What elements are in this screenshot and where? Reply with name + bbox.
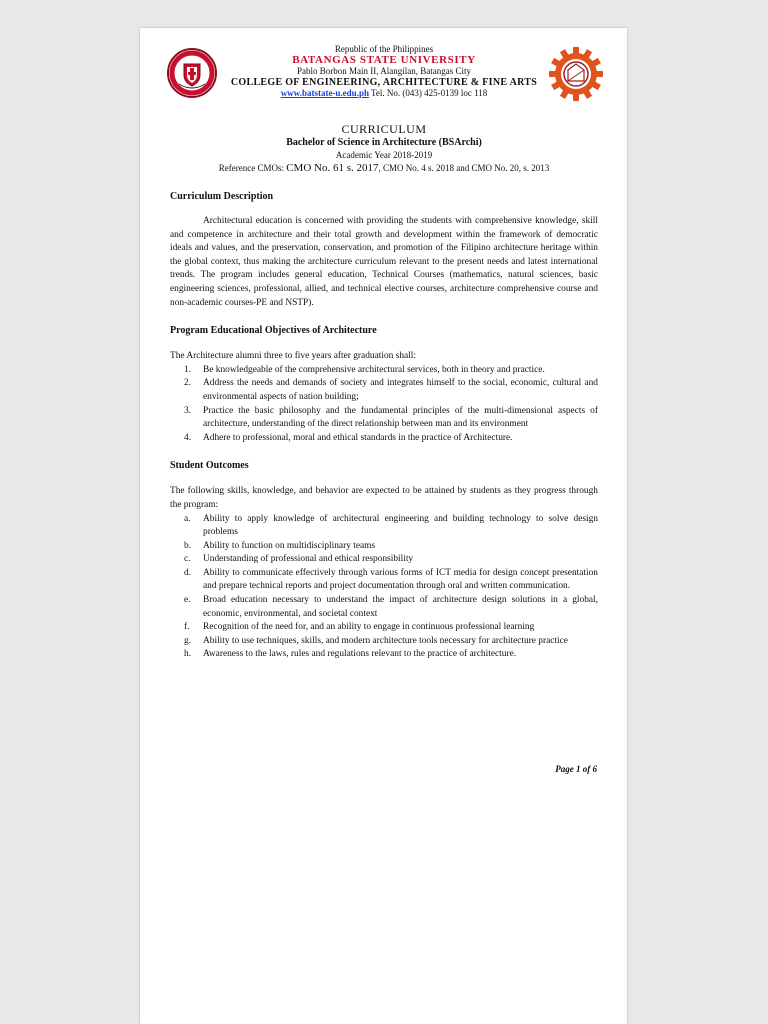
list-marker: e. (184, 595, 191, 606)
list-item (170, 432, 598, 446)
document-heading: CURRICULUM (341, 122, 427, 136)
reference-prefix: Reference CMOs: (218, 163, 287, 173)
list-marker: a. (184, 513, 191, 524)
reference-main: CMO No. 61 s. 2017 (286, 162, 379, 174)
curriculum-description-text: Architectural education is concerned with providing the students with comprehensive knowledge, skill and competence in architecture and their total growth and development within the framework of democratic ideals and values, and the preservation, conservation, and promotion of the Filipino architecture heritage within the global context, thus making the architecture curriculum relevant to the present needs and latest international trends. The program includes general education, Technical Courses (mathematics, natural sciences, basic engineering sciences, professional, allied, and technical elective courses, architecture comprehensive course and non-academic courses-PE and NSTP). (170, 216, 598, 308)
list-item (170, 377, 598, 404)
list-item-text: Awareness to the laws, rules and regulations relevant to the practice of architecture. (203, 649, 517, 660)
list-item-text: Ability to use techniques, skills, and modern architecture tools necessary for architecture practice (203, 635, 568, 646)
list-item (170, 405, 598, 432)
page-content (170, 44, 598, 662)
list-marker: 2. (184, 378, 192, 389)
gear-emblem-icon (548, 46, 604, 102)
outcomes-list (170, 513, 598, 663)
list-marker: c. (184, 554, 191, 565)
document-page (140, 28, 627, 1024)
list-item-text: Practice the basic philosophy and the fundamental principles of the multi-dimensional aspects of architecture, understanding of the direct relationship between man and its environment (203, 405, 598, 430)
list-item (170, 513, 598, 540)
letterhead (170, 44, 598, 120)
list-item-text: Ability to function on multidisciplinary teams (203, 540, 376, 551)
list-item (170, 553, 598, 567)
academic-year: Academic Year 2018-2019 (335, 150, 433, 160)
list-item-text: Ability to communicate effectively through various forms of ICT media for design concept presentation and prepare technical reports and project documentation through oral and written communication. (203, 567, 598, 592)
list-item-text: Address the needs and demands of society and integrates himself to the social, economic, cultural and environmental aspects of nation building; (203, 378, 598, 402)
list-item (170, 648, 598, 662)
reference-rest: , CMO No. 4 s. 2018 and CMO No. 20, s. 2013 (378, 163, 550, 173)
reference-cmos (170, 162, 598, 174)
list-marker: 4. (184, 432, 192, 443)
list-marker: 1. (184, 364, 192, 375)
objectives-intro: The Architecture alumni three to five years after graduation shall: (170, 351, 416, 362)
list-marker: d. (184, 567, 192, 578)
list-marker: f. (184, 622, 190, 633)
title-block (170, 122, 598, 174)
page-number: Page 1 of 6 (555, 764, 597, 774)
list-marker: 3. (184, 405, 192, 416)
phone-number: Tel. No. (043) 425-0139 loc 118 (368, 88, 488, 98)
list-item-text: Be knowledgeable of the comprehensive architectural services, both in theory and practice. (203, 364, 545, 375)
objectives-heading: Program Educational Objectives of Architecture (170, 325, 377, 337)
list-marker: h. (184, 649, 192, 660)
list-item (170, 567, 598, 594)
contact-line (170, 88, 598, 99)
list-item-text: Ability to apply knowledge of architectural engineering and building technology to solve design problems (203, 513, 598, 538)
college-name: COLLEGE OF ENGINEERING, ARCHITECTURE & FINE ARTS (230, 77, 538, 88)
university-address: Pablo Borbon Main II, Alangilan, Batangas City (297, 66, 471, 76)
university-name: BATANGAS STATE UNIVERSITY (292, 54, 476, 66)
list-item (170, 635, 598, 649)
list-item-text: Broad education necessary to understand the impact of architecture design solutions in a global, economic, environmental, and societal context (203, 595, 598, 619)
list-marker: g. (184, 635, 192, 646)
list-item-text: Adhere to professional, moral and ethical standards in the practice of Architecture. (203, 432, 513, 443)
outcomes-intro: The following skills, knowledge, and behavior are expected to be attained by students as they progress through the program: (170, 486, 598, 510)
objectives-list (170, 364, 598, 446)
list-item (170, 540, 598, 554)
list-item (170, 594, 598, 621)
list-item (170, 364, 598, 378)
curriculum-description-heading: Curriculum Description (170, 191, 274, 202)
list-item (170, 621, 598, 635)
program-name: Bachelor of Science in Architecture (BSArchi) (286, 137, 482, 148)
list-item-text: Understanding of professional and ethical responsibility (203, 554, 414, 565)
website-link[interactable]: www.batstate-u.edu.ph (280, 88, 369, 98)
list-item-text: Recognition of the need for, and an ability to engage in continuous professional learning (203, 622, 535, 633)
university-seal-icon (167, 48, 217, 98)
republic-line: Republic of the Philippines (334, 44, 434, 54)
student-outcomes-heading: Student Outcomes (170, 460, 249, 472)
list-marker: b. (184, 540, 192, 551)
